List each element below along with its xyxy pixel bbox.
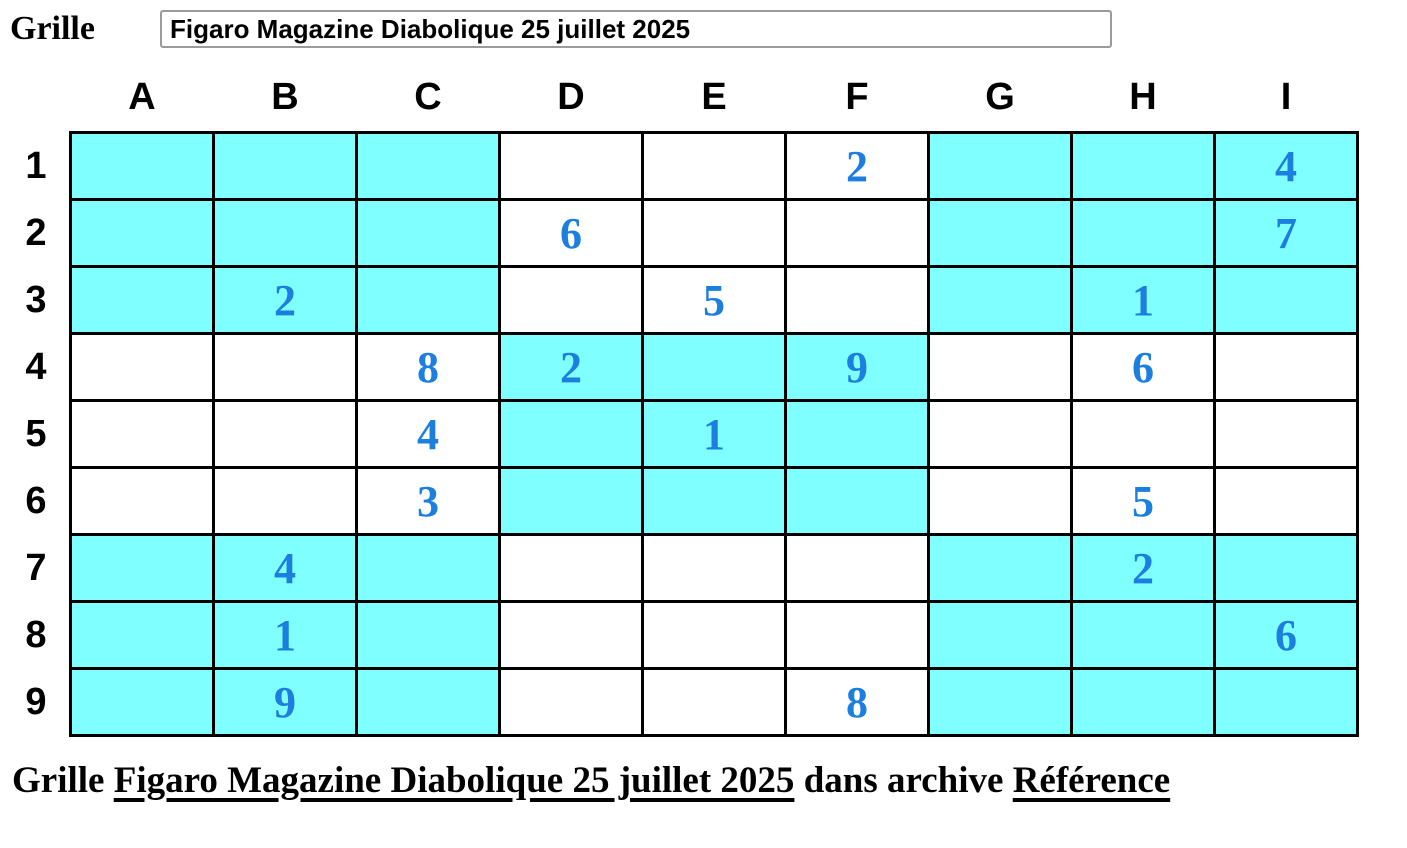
grid-cell-F1[interactable]: 2 <box>786 133 929 200</box>
grid-cell-I2[interactable]: 7 <box>1215 200 1358 267</box>
grid-cell-I5[interactable] <box>1215 401 1358 468</box>
grid-cell-E5[interactable]: 1 <box>643 401 786 468</box>
row-header-3: 3 <box>12 267 71 334</box>
column-header-H: H <box>1072 68 1215 133</box>
grid-cell-H6[interactable]: 5 <box>1072 468 1215 535</box>
grid-cell-B1[interactable] <box>214 133 357 200</box>
grid-cell-D8[interactable] <box>500 602 643 669</box>
grid-cell-D6[interactable] <box>500 468 643 535</box>
row-header-2: 2 <box>12 200 71 267</box>
grid-cell-D5[interactable] <box>500 401 643 468</box>
grid-cell-E8[interactable] <box>643 602 786 669</box>
grid-cell-G8[interactable] <box>929 602 1072 669</box>
grid-cell-H3[interactable]: 1 <box>1072 267 1215 334</box>
grid-cell-E7[interactable] <box>643 535 786 602</box>
grid-cell-I8[interactable]: 6 <box>1215 602 1358 669</box>
grid-cell-B7[interactable]: 4 <box>214 535 357 602</box>
grid-cell-D2[interactable]: 6 <box>500 200 643 267</box>
grid-cell-C5[interactable]: 4 <box>357 401 500 468</box>
puzzle-name-input[interactable] <box>160 10 1112 48</box>
grid-cell-B8[interactable]: 1 <box>214 602 357 669</box>
grid-area <box>10 68 1407 737</box>
grid-cell-D7[interactable] <box>500 535 643 602</box>
grid-cell-H5[interactable] <box>1072 401 1215 468</box>
grid-cell-E4[interactable] <box>643 334 786 401</box>
grid-cell-B5[interactable] <box>214 401 357 468</box>
grid-cell-I6[interactable] <box>1215 468 1358 535</box>
grid-cell-C4[interactable]: 8 <box>357 334 500 401</box>
grid-cell-A9[interactable] <box>71 669 214 736</box>
row-header-1: 1 <box>12 133 71 200</box>
grid-cell-G6[interactable] <box>929 468 1072 535</box>
row-header-9: 9 <box>12 669 71 736</box>
top-bar <box>10 6 1407 52</box>
grid-cell-F4[interactable]: 9 <box>786 334 929 401</box>
grid-cell-H7[interactable]: 2 <box>1072 535 1215 602</box>
grid-cell-C1[interactable] <box>357 133 500 200</box>
grid-cell-E9[interactable] <box>643 669 786 736</box>
grid-cell-H1[interactable] <box>1072 133 1215 200</box>
row-header-6: 6 <box>12 468 71 535</box>
grid-cell-A6[interactable] <box>71 468 214 535</box>
grid-cell-I9[interactable] <box>1215 669 1358 736</box>
grid-cell-B6[interactable] <box>214 468 357 535</box>
column-header-F: F <box>786 68 929 133</box>
column-header-I: I <box>1215 68 1358 133</box>
grid-cell-C6[interactable]: 3 <box>357 468 500 535</box>
grid-name-label: Grille <box>10 10 95 47</box>
grid-cell-B4[interactable] <box>214 334 357 401</box>
grid-cell-G9[interactable] <box>929 669 1072 736</box>
grid-cell-A5[interactable] <box>71 401 214 468</box>
grid-cell-E1[interactable] <box>643 133 786 200</box>
grid-cell-G3[interactable] <box>929 267 1072 334</box>
row-header-8: 8 <box>12 602 71 669</box>
column-header-G: G <box>929 68 1072 133</box>
column-header-A: A <box>71 68 214 133</box>
grid-cell-A8[interactable] <box>71 602 214 669</box>
grid-cell-H8[interactable] <box>1072 602 1215 669</box>
grid-cell-G7[interactable] <box>929 535 1072 602</box>
grid-cell-G4[interactable] <box>929 334 1072 401</box>
row-header-4: 4 <box>12 334 71 401</box>
grid-corner-spacer <box>12 68 71 133</box>
grid-cell-I3[interactable] <box>1215 267 1358 334</box>
grid-cell-H2[interactable] <box>1072 200 1215 267</box>
grid-cell-C3[interactable] <box>357 267 500 334</box>
grid-cell-I1[interactable]: 4 <box>1215 133 1358 200</box>
grid-cell-G5[interactable] <box>929 401 1072 468</box>
column-header-B: B <box>214 68 357 133</box>
grid-cell-C2[interactable] <box>357 200 500 267</box>
grid-cell-A2[interactable] <box>71 200 214 267</box>
caption-middle: dans archive <box>803 760 1004 801</box>
grid-cell-F7[interactable] <box>786 535 929 602</box>
grid-cell-C8[interactable] <box>357 602 500 669</box>
row-header-5: 5 <box>12 401 71 468</box>
grid-cell-C7[interactable] <box>357 535 500 602</box>
grid-cell-I4[interactable] <box>1215 334 1358 401</box>
grid-cell-F6[interactable] <box>786 468 929 535</box>
caption <box>10 759 1407 802</box>
grid-cell-G1[interactable] <box>929 133 1072 200</box>
grid-archive-link[interactable]: Figaro Magazine Diabolique 25 juillet 2025 <box>113 760 795 801</box>
grid-cell-F8[interactable] <box>786 602 929 669</box>
reference-link[interactable]: Référence <box>1012 760 1171 801</box>
grid-cell-A7[interactable] <box>71 535 214 602</box>
row-header-7: 7 <box>12 535 71 602</box>
grid-cell-B2[interactable] <box>214 200 357 267</box>
grid-cell-A1[interactable] <box>71 133 214 200</box>
grid-cell-F9[interactable]: 8 <box>786 669 929 736</box>
grid-cell-E3[interactable]: 5 <box>643 267 786 334</box>
sudoku-grid <box>12 68 1359 737</box>
grid-cell-D9[interactable] <box>500 669 643 736</box>
grid-cell-F5[interactable] <box>786 401 929 468</box>
grid-cell-D1[interactable] <box>500 133 643 200</box>
column-header-E: E <box>643 68 786 133</box>
column-header-D: D <box>500 68 643 133</box>
grid-cell-D3[interactable] <box>500 267 643 334</box>
grid-cell-H4[interactable]: 6 <box>1072 334 1215 401</box>
grid-cell-I7[interactable] <box>1215 535 1358 602</box>
grid-cell-F3[interactable] <box>786 267 929 334</box>
caption-prefix: Grille <box>12 760 105 801</box>
grid-cell-B9[interactable]: 9 <box>214 669 357 736</box>
grid-cell-E6[interactable] <box>643 468 786 535</box>
grid-cell-B3[interactable]: 2 <box>214 267 357 334</box>
grid-cell-G2[interactable] <box>929 200 1072 267</box>
grid-cell-D4[interactable]: 2 <box>500 334 643 401</box>
grid-cell-F2[interactable] <box>786 200 929 267</box>
grid-cell-A4[interactable] <box>71 334 214 401</box>
grid-cell-A3[interactable] <box>71 267 214 334</box>
grid-cell-H9[interactable] <box>1072 669 1215 736</box>
column-header-C: C <box>357 68 500 133</box>
grid-cell-E2[interactable] <box>643 200 786 267</box>
grid-cell-C9[interactable] <box>357 669 500 736</box>
